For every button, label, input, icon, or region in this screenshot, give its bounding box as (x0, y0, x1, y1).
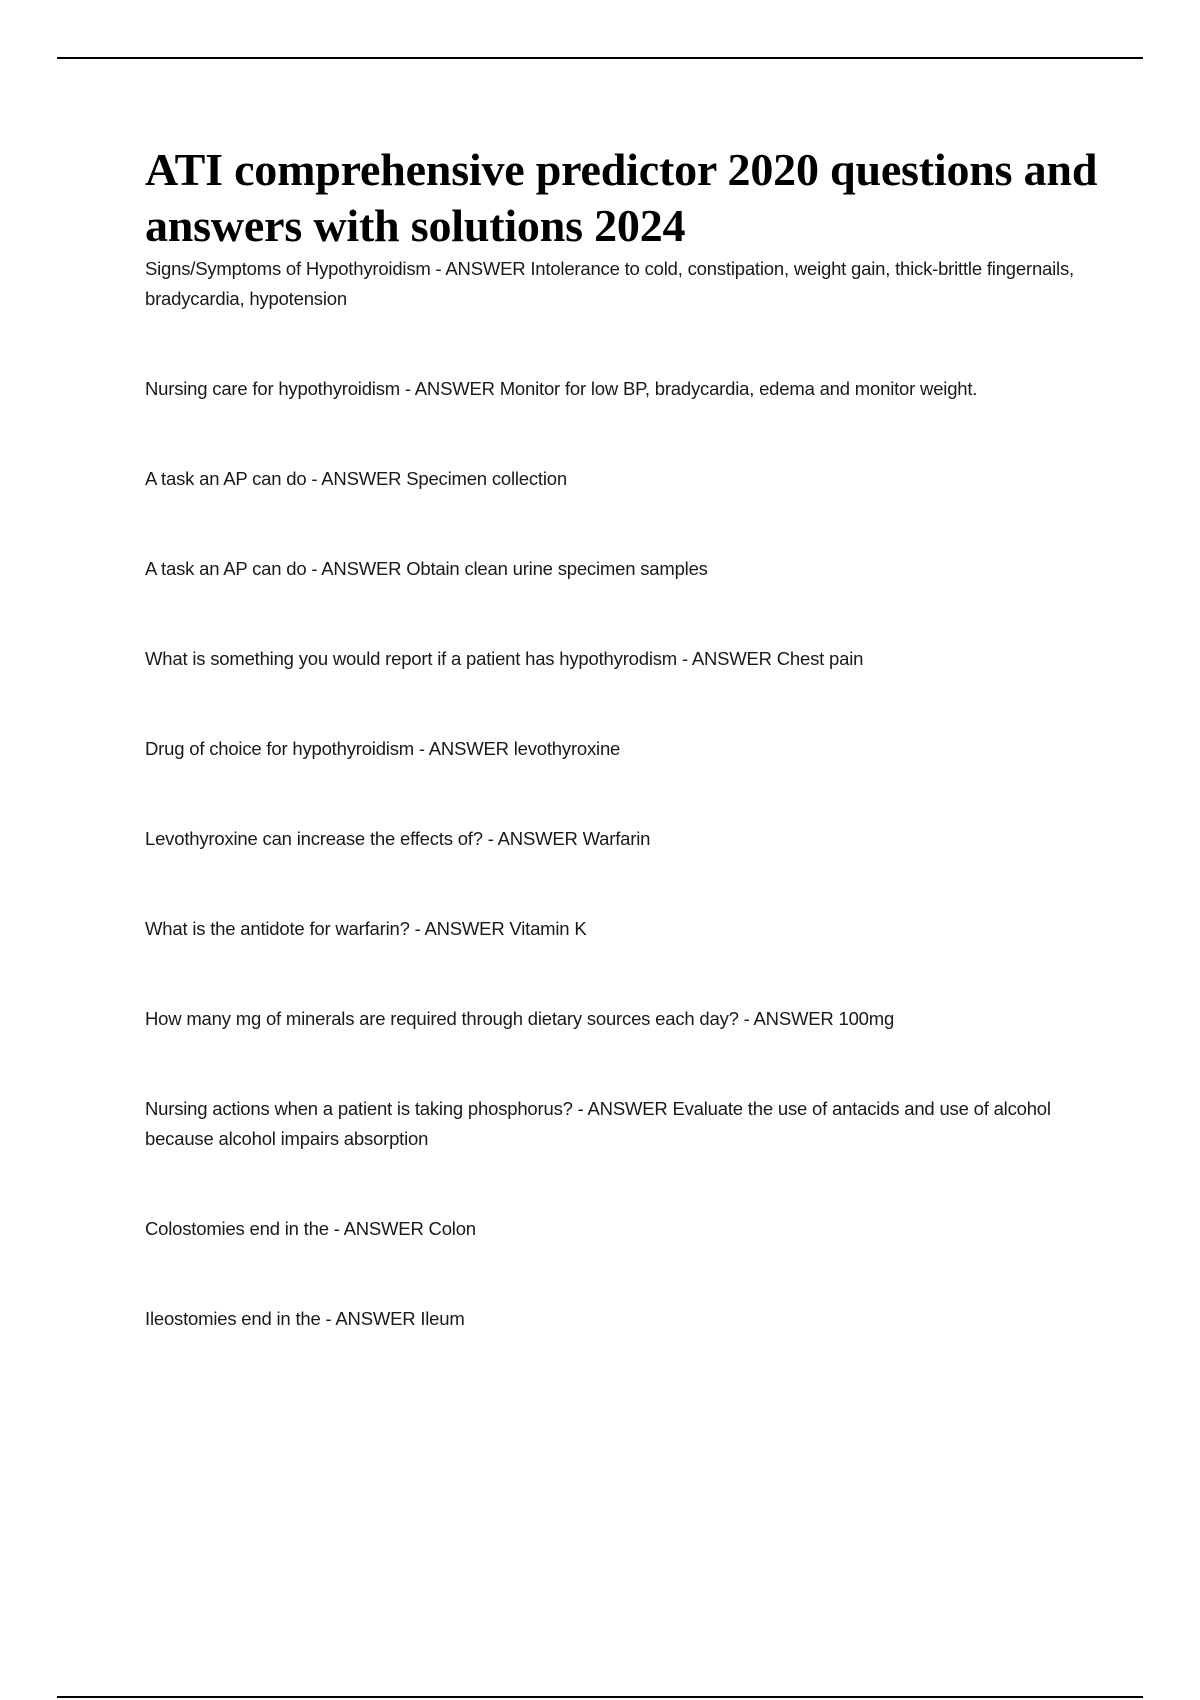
document-title: ATI comprehensive predictor 2020 questions and answers with solutions 2024 (145, 144, 1098, 251)
qa-item-11: Colostomies end in the - ANSWER Colon (145, 1218, 476, 1239)
qa-item-5: What is something you would report if a patient has hypothyrodism - ANSWER Chest pain (145, 648, 864, 669)
qa-item-3: A task an AP can do - ANSWER Specimen collection (145, 468, 567, 489)
qa-item-2: Nursing care for hypothyroidism - ANSWER Monitor for low BP, bradycardia, edema and monitor weight. (145, 378, 978, 399)
qa-item-9: How many mg of minerals are required through dietary sources each day? - ANSWER 100mg (145, 1008, 895, 1029)
document-body (145, 142, 1105, 1334)
qa-item-7: Levothyroxine can increase the effects of? - ANSWER Warfarin (145, 828, 651, 849)
qa-item-4: A task an AP can do - ANSWER Obtain clean urine specimen samples (145, 558, 708, 579)
top-divider (57, 57, 1143, 59)
qa-list (145, 254, 1105, 1334)
qa-item-6: Drug of choice for hypothyroidism - ANSWER levothyroxine (145, 738, 621, 759)
qa-item-12: Ileostomies end in the - ANSWER Ileum (145, 1308, 465, 1329)
bottom-divider (57, 1696, 1143, 1698)
qa-item-8: What is the antidote for warfarin? - ANSWER Vitamin K (145, 918, 587, 939)
qa-item-1: Signs/Symptoms of Hypothyroidism - ANSWER Intolerance to cold, constipation, weight gain, thick-brittle fingernails, bradycardia, hypotension (145, 258, 1074, 309)
qa-item-10: Nursing actions when a patient is taking phosphorus? - ANSWER Evaluate the use of antacids and use of alcohol because alcohol impairs absorption (145, 1098, 1051, 1149)
